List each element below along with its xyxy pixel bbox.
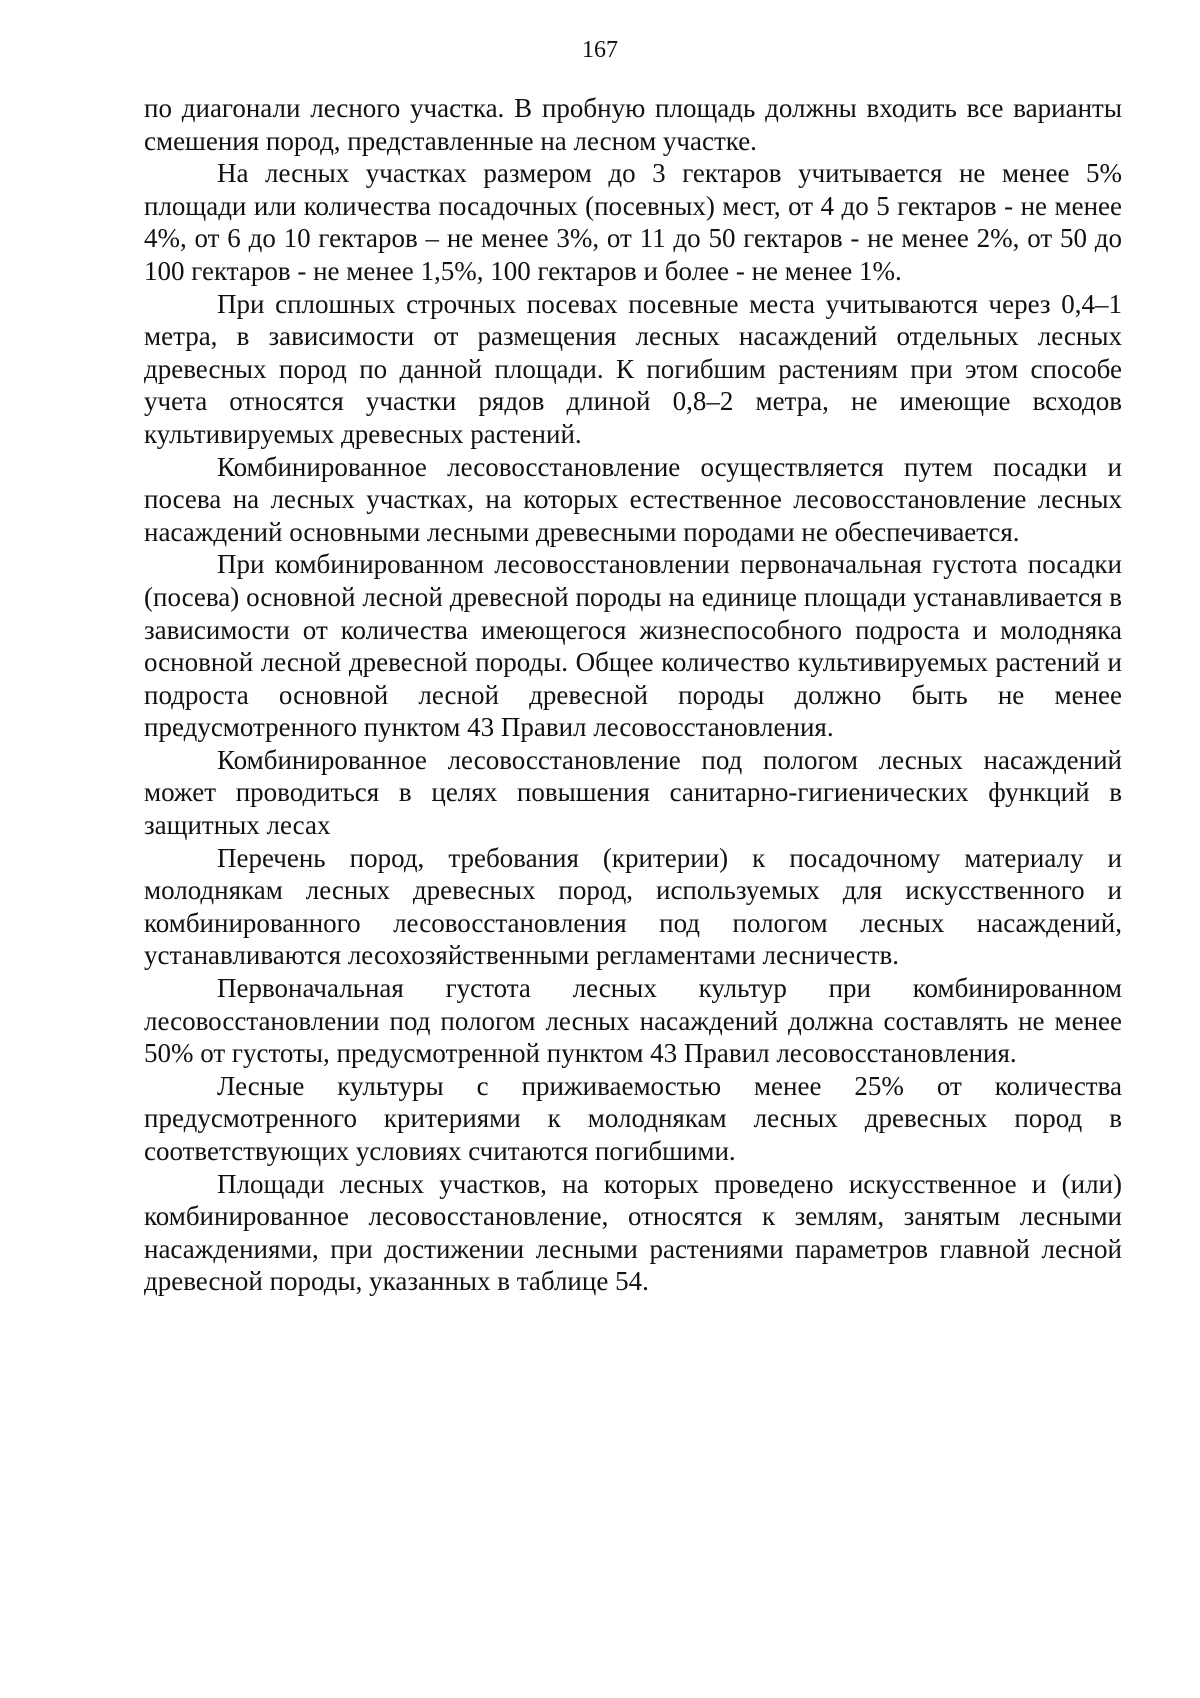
- paragraph-canopy-density: Первоначальная густота лесных культур при комбинированном лесовосстановлении под пологом лесных насаждений должна составлять не менее 50% от густоты, предусмотренной пунктом 43 Правил лесовосстановления.: [144, 973, 1122, 1069]
- paragraph-row-sowing: При сплошных строчных посевах посевные места учитываются через 0,4–1 метра, в зависимости от размещения лесных насаждений отдельных лесных древесных пород по данной площади. К погибшим растениям при этом способе учета относятся участки рядов длиной 0,8–2 метра, не имеющие всходов культивируемых древесных растений.: [144, 288, 1122, 449]
- paragraph-combined-reforestation: Комбинированное лесовосстановление осуществляется путем посадки и посева на лесных участках, на которых естественное лесовосстановление лесных насаждений основными лесными древесными породами не обеспечивается.: [144, 451, 1122, 547]
- paragraph-continuation: по диагонали лесного участка. В пробную площадь должны входить все варианты смешения пород, представленные на лесном участке.: [144, 93, 1122, 156]
- page-number: 167: [582, 37, 618, 63]
- paragraph-species-list: Перечень пород, требования (критерии) к посадочному материалу и молоднякам лесных древесных пород, используемых для искусственного и комбинированного лесовосстановления под пологом лесных насаждений, устанавливаются лесохозяйственными регламентами лесничеств.: [144, 842, 1122, 971]
- paragraph-survival-rate: Лесные культуры с приживаемостью менее 25% от количества предусмотренного критериями к молоднякам лесных древесных пород в соответствующих условиях считаются погибшими.: [144, 1070, 1122, 1166]
- body-text: [144, 92, 1122, 1298]
- paragraph-sampling-rates: На лесных участках размером до 3 гектаров учитывается не менее 5% площади или количества посадочных (посевных) мест, от 4 до 5 гектаров - не менее 4%, от 6 до 10 гектаров – не менее 3%, от 11 до 50 гектаров - не менее 2%, от 50 до 100 гектаров - не менее 1,5%, 100 гектаров и более - не менее 1%.: [144, 158, 1122, 286]
- paragraph-land-classification: Площади лесных участков, на которых проведено искусственное и (или) комбинированное лесовосстановление, относятся к землям, занятым лесными насаждениями, при достижении лесными растениями параметров главной лесной древесной породы, указанных в таблице 54.: [144, 1168, 1122, 1297]
- paragraph-under-canopy: Комбинированное лесовосстановление под пологом лесных насаждений может проводиться в целях повышения санитарно-гигиенических функций в защитных лесах: [144, 744, 1122, 841]
- paragraph-initial-density: При комбинированном лесовосстановлении первоначальная густота посадки (посева) основной лесной древесной породы на единице площади устанавливается в зависимости от количества имеющегося жизнеспособного подроста и молодняка основной лесной древесной породы. Общее количество культивируемых растений и подроста основной лесной древесной породы должно быть не менее предусмотренного пунктом 43 Правил лесовосстановления.: [144, 549, 1122, 743]
